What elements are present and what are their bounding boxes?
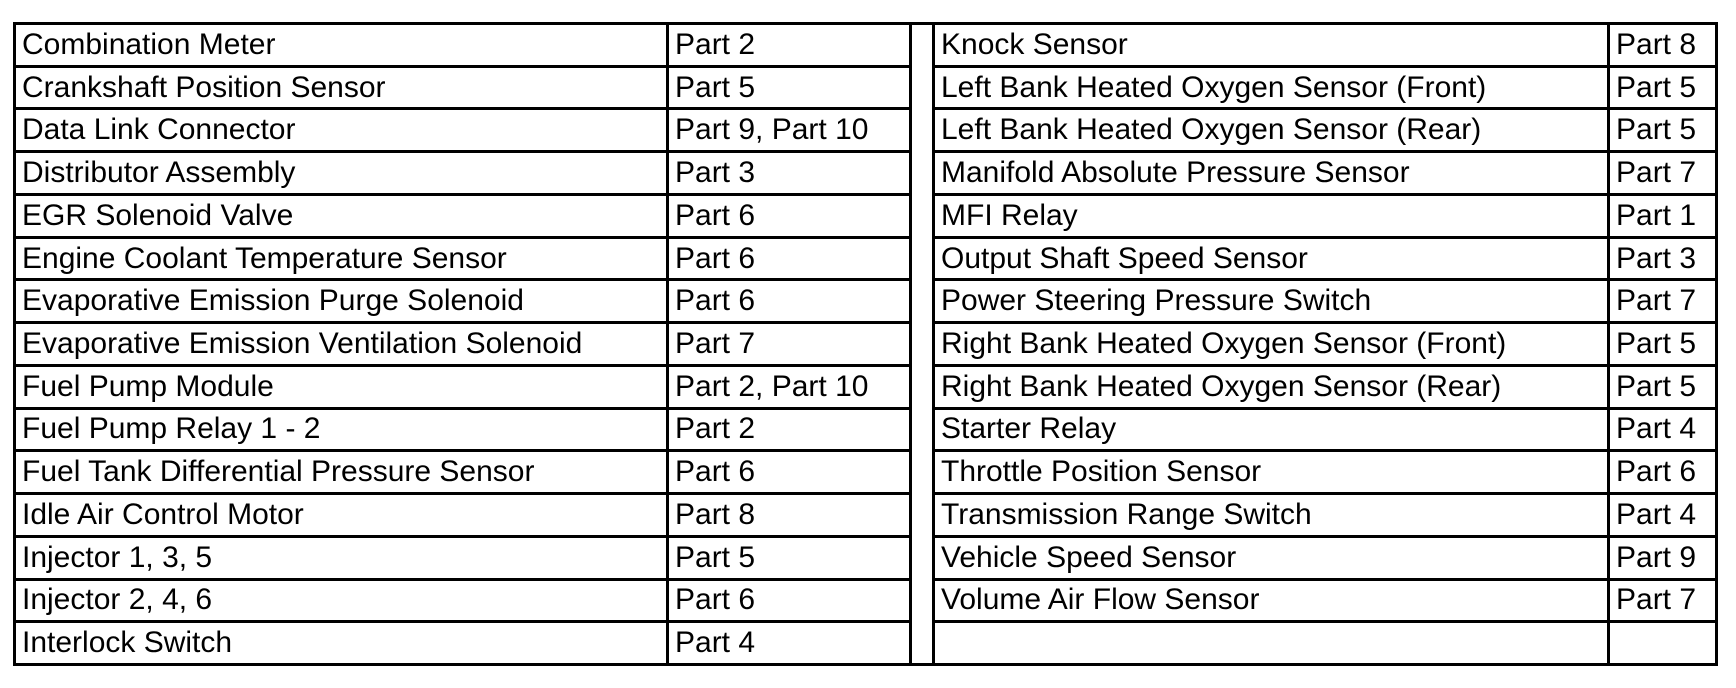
part-ref-cell: Part 3 <box>675 156 756 190</box>
component-name-cell: Starter Relay <box>935 410 1610 450</box>
table-row <box>935 281 1715 324</box>
component-name-cell: Injector 1, 3, 5 <box>16 538 669 578</box>
table-row <box>935 324 1715 367</box>
part-ref-cell: Part 6 <box>675 284 756 318</box>
part-ref-cell: Part 8 <box>675 497 756 531</box>
component-name-cell: Manifold Absolute Pressure Sensor <box>935 153 1610 193</box>
table-row <box>16 324 909 367</box>
part-ref-cell: Part 9 <box>1616 540 1697 574</box>
part-ref-cell: Part 1 <box>1616 198 1697 232</box>
table-row <box>935 452 1715 495</box>
table-row <box>935 196 1715 239</box>
table-row <box>16 538 909 581</box>
component-name-cell: Throttle Position Sensor <box>935 452 1610 492</box>
part-ref-cell: Part 5 <box>1616 113 1697 147</box>
table-row <box>16 153 909 196</box>
table-row <box>16 623 909 663</box>
table-row <box>935 410 1715 453</box>
component-name-cell: Distributor Assembly <box>16 153 669 193</box>
part-ref-cell: Part 2, Part 10 <box>675 369 869 403</box>
table-row <box>935 623 1715 663</box>
part-ref-cell: Part 3 <box>1616 241 1697 275</box>
table-row <box>935 367 1715 410</box>
table-row <box>935 25 1715 68</box>
table-row <box>935 110 1715 153</box>
part-ref-cell: Part 6 <box>675 583 756 617</box>
table-row <box>16 410 909 453</box>
part-ref-cell <box>1610 623 1715 663</box>
part-ref-cell: Part 5 <box>1616 369 1697 403</box>
part-ref-cell: Part 2 <box>675 27 756 61</box>
table-row <box>16 196 909 239</box>
table-row <box>935 538 1715 581</box>
component-name-cell <box>935 623 1610 663</box>
part-ref-cell: Part 7 <box>675 327 756 360</box>
component-name-cell: Fuel Pump Module <box>16 367 669 407</box>
part-ref-cell: Part 6 <box>675 198 756 232</box>
component-name-cell: Output Shaft Speed Sensor <box>935 239 1610 279</box>
part-ref-cell: Part 7 <box>1616 583 1697 617</box>
part-ref-cell: Part 5 <box>1616 327 1697 360</box>
component-name-cell: Left Bank Heated Oxygen Sensor (Front) <box>935 68 1610 108</box>
table-row <box>16 239 909 282</box>
component-name-cell: Transmission Range Switch <box>935 495 1610 535</box>
part-ref-cell: Part 6 <box>1616 455 1697 489</box>
table-row <box>16 367 909 410</box>
component-name-cell: Injector 2, 4, 6 <box>16 581 669 621</box>
component-name-cell: Volume Air Flow Sensor <box>935 581 1610 621</box>
part-ref-cell: Part 6 <box>675 455 756 489</box>
component-name-cell: Right Bank Heated Oxygen Sensor (Rear) <box>935 367 1610 407</box>
table-row <box>935 153 1715 196</box>
part-ref-cell: Part 7 <box>1616 284 1697 318</box>
table-row <box>935 68 1715 111</box>
part-ref-cell: Part 4 <box>675 626 756 660</box>
table-row <box>16 452 909 495</box>
component-table-right <box>932 22 1718 666</box>
component-table-left <box>13 22 912 666</box>
component-name-cell: Power Steering Pressure Switch <box>935 281 1610 321</box>
part-ref-cell: Part 4 <box>1616 497 1697 531</box>
table-row <box>16 495 909 538</box>
part-ref-cell: Part 8 <box>1616 27 1697 61</box>
part-ref-cell: Part 5 <box>675 540 756 574</box>
table-separator <box>912 22 932 666</box>
part-ref-cell: Part 2 <box>675 412 756 446</box>
table-row <box>935 581 1715 624</box>
part-ref-cell: Part 5 <box>675 70 756 104</box>
part-ref-cell: Part 6 <box>675 241 756 275</box>
component-name-cell: Combination Meter <box>16 25 669 65</box>
table-row <box>935 239 1715 282</box>
table-row <box>16 68 909 111</box>
component-name-cell: Idle Air Control Motor <box>16 495 669 535</box>
table-row <box>16 25 909 68</box>
component-name-cell: Crankshaft Position Sensor <box>16 68 669 108</box>
table-row <box>935 495 1715 538</box>
component-name-cell: Left Bank Heated Oxygen Sensor (Rear) <box>935 110 1610 150</box>
component-name-cell: Vehicle Speed Sensor <box>935 538 1610 578</box>
component-name-cell: Interlock Switch <box>16 623 669 663</box>
component-name-cell: Fuel Pump Relay 1 - 2 <box>16 410 669 450</box>
table-row <box>16 281 909 324</box>
part-ref-cell: Part 7 <box>1616 156 1697 190</box>
part-ref-cell: Part 9, Part 10 <box>675 113 869 147</box>
component-name-cell: Fuel Tank Differential Pressure Sensor <box>16 452 669 492</box>
component-name-cell: Evaporative Emission Purge Solenoid <box>16 281 669 321</box>
component-name-cell: Evaporative Emission Ventilation Solenoid <box>16 324 669 364</box>
component-name-cell: Engine Coolant Temperature Sensor <box>16 239 669 279</box>
component-name-cell: MFI Relay <box>935 196 1610 236</box>
part-ref-cell: Part 5 <box>1616 70 1697 104</box>
table-row <box>16 581 909 624</box>
component-name-cell: EGR Solenoid Valve <box>16 196 669 236</box>
component-name-cell: Knock Sensor <box>935 25 1610 65</box>
part-ref-cell: Part 4 <box>1616 412 1697 446</box>
table-row <box>16 110 909 153</box>
component-name-cell: Right Bank Heated Oxygen Sensor (Front) <box>935 324 1610 364</box>
component-name-cell: Data Link Connector <box>16 110 669 150</box>
